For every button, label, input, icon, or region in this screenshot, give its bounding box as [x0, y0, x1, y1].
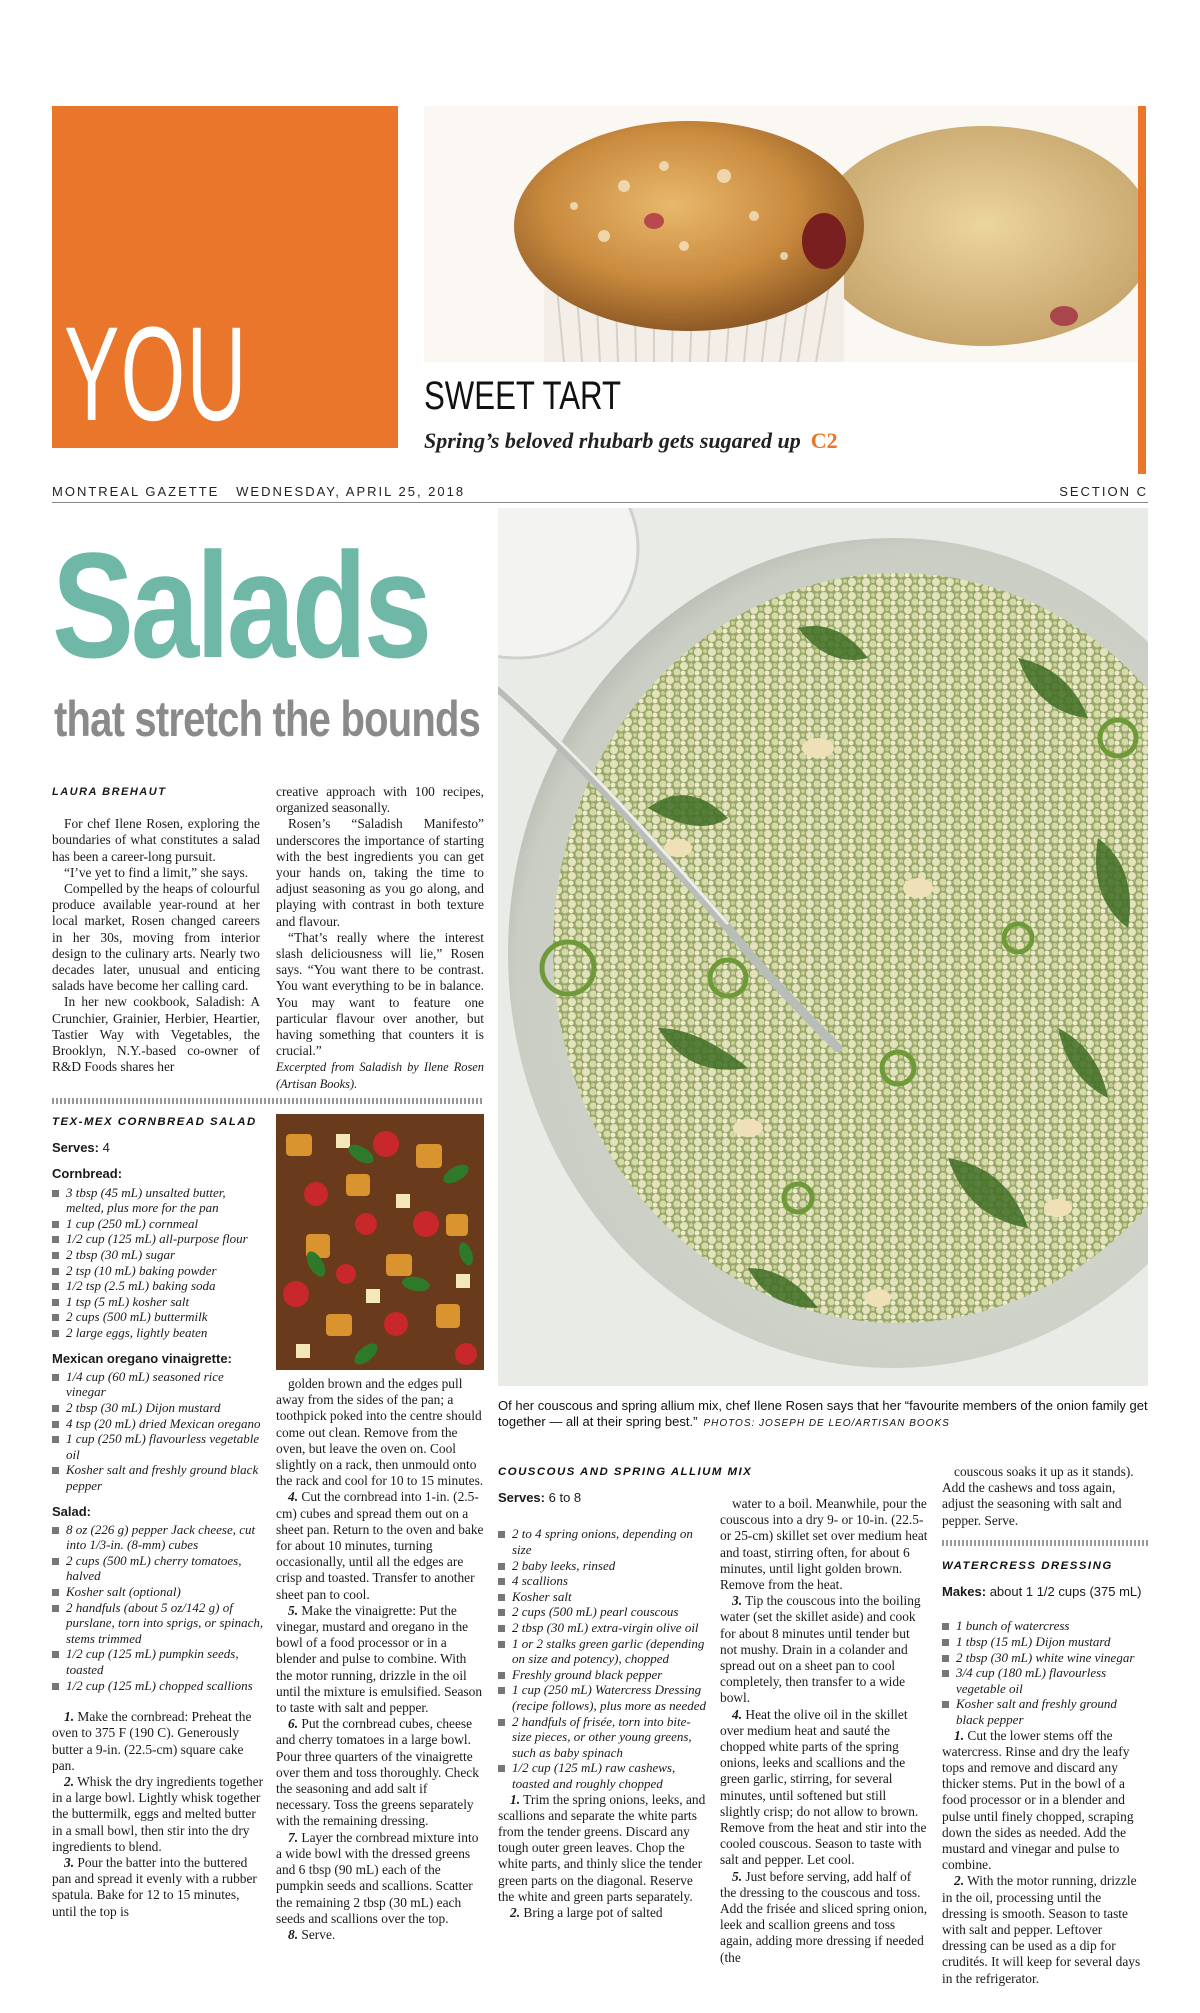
article-paragraph: “That’s really where the interest slash deliciousness will lie,” Rosen says. “You want there to be contrast. You want everything to be in balance. You may want to feature one particular flavour over another, but having something that counters it is crucial.”: [276, 929, 484, 1059]
article-column-1: [52, 784, 260, 1075]
ingredient: 2 cups (500 mL) pearl couscous: [498, 1604, 708, 1620]
cornbread-salad-photo[interactable]: [276, 1114, 484, 1370]
step-number: 4.: [288, 1489, 299, 1505]
recipe-title: COUSCOUS AND SPRING ALLIUM MIX: [498, 1466, 753, 1478]
step-number: 7.: [288, 1829, 299, 1845]
step-text: Cut the lower stems off the watercress. Rinse and dry the leafy tops and remove and discard any thicker stems. Put in the bowl of a food processor or in a blender and pulse until finely chopped, scraping down the sides as needed. Add the mustard and vinegar and pulse to combine.: [942, 1727, 1134, 1873]
step-text: Make the vinaigrette: Put the vinegar, mustard and oregano in the bowl of a food processor or in a blender and pulse to combine. With the motor running, drizzle in the oil until the mixture is emulsified. Season to taste with salt and pepper.: [276, 1602, 483, 1716]
makes-label: Makes:: [942, 1584, 987, 1600]
serves-line: [52, 1140, 264, 1156]
ingredient: 1/2 cup (125 mL) pumpkin seeds, toasted: [52, 1646, 264, 1677]
ingredient: Kosher salt (optional): [52, 1584, 264, 1600]
step-number: 3.: [732, 1593, 743, 1609]
ingredient: 4 tsp (20 mL) dried Mexican oregano: [52, 1416, 264, 1432]
section-divider: [942, 1540, 1148, 1546]
couscous-salad-photo[interactable]: [498, 508, 1148, 1386]
recipe-couscous-column-3: [942, 1464, 1148, 1529]
ingredient-list: [498, 1526, 708, 1791]
ingredient: 1 cup (250 mL) Watercress Dressing (recipe follows), plus more as needed: [498, 1682, 708, 1713]
section-label: SECTION C: [1059, 484, 1148, 499]
ingredient: 2 cups (500 mL) cherry tomatoes, halved: [52, 1553, 264, 1584]
ingredient: 1/2 cup (125 mL) chopped scallions: [52, 1678, 264, 1694]
section-title: YOU: [64, 300, 248, 449]
step-text: Tip the couscous into the boiling water (set the skillet aside) and cook for about 8 minutes until tender but not mushy. Drain in a colander and spread out on a sheet pan to cool completely, then transfer to a wide bowl.: [720, 1593, 921, 1706]
recipe-step: [276, 1927, 484, 1943]
step-number: 8.: [288, 1926, 299, 1942]
recipe-step-continued: couscous soaks it up as it stands). Add the cashews and toss again, adjust the seasoning with salt and pepper. Serve.: [942, 1464, 1134, 1528]
recipe-step: [52, 1774, 264, 1855]
ingredient-list: [52, 1369, 264, 1494]
ingredient: 2 handfuls of frisée, torn into bite-size pieces, or other young greens, such as baby spinach: [498, 1714, 708, 1761]
headline: [52, 521, 492, 760]
caption-text: Of her couscous and spring allium mix, chef Ilene Rosen says that her “favourite members of the onion family get together — all at their spring best.”: [498, 1398, 1148, 1429]
ingredient: 2 large eggs, lightly beaten: [52, 1325, 264, 1341]
ingredient: 2 cups (500 mL) buttermilk: [52, 1309, 264, 1325]
step-text: Trim the spring onions, leeks, and scallions and separate the white parts from the tender greens. Discard any tough outer green leaves. Chop the white parts, and thinly slice the tender green parts on the diagonal. Reserve the white and green parts separately.: [498, 1791, 706, 1904]
recipe-step: [942, 1873, 1148, 1986]
ingredient: 3/4 cup (180 mL) flavourless vegetable oil: [942, 1665, 1148, 1696]
article-paragraph: For chef Ilene Rosen, exploring the boundaries of what constitutes a salad has been a career-long pursuit.: [52, 816, 260, 864]
recipe-step: [52, 1709, 264, 1774]
step-text: With the motor running, drizzle in the oil, processing until the dressing is smooth. Season to taste with salt and pepper. Leftover dressing can be used as a dip for crudités. It will keep for several days in the refrigerator.: [942, 1873, 1141, 1986]
ingredient: 8 oz (226 g) pepper Jack cheese, cut into 1/3-in. (8-mm) cubes: [52, 1522, 264, 1553]
ingredient: 2 tbsp (30 mL) sugar: [52, 1247, 264, 1263]
byline: LAURA BREHAUT: [52, 786, 167, 798]
article-paragraph: creative approach with 100 recipes, organized seasonally.: [276, 784, 484, 816]
serves-value: 4: [102, 1140, 110, 1156]
recipe-step: [720, 1707, 928, 1869]
ingredient: 2 tbsp (30 mL) extra-virgin olive oil: [498, 1620, 708, 1636]
recipe-couscous-column-2: [720, 1496, 928, 1966]
muffin-promo-image[interactable]: [424, 106, 1138, 362]
ingredient: 2 baby leeks, rinsed: [498, 1558, 708, 1574]
excerpt-note: Excerpted from Saladish by Ilene Rosen (Artisan Books).: [276, 1060, 484, 1091]
publication-date: MONTREAL GAZETTE WEDNESDAY, APRIL 25, 2018: [52, 484, 466, 499]
step-text: Serve.: [301, 1926, 336, 1942]
step-number: 2.: [954, 1873, 965, 1889]
ingredient: 1 tbsp (15 mL) Dijon mustard: [942, 1634, 1148, 1650]
ingredient: Kosher salt and freshly ground black pepper: [942, 1696, 1148, 1727]
section-divider: [52, 1098, 484, 1104]
recipe-step: [498, 1792, 708, 1905]
step-text: Make the cornbread: Preheat the oven to 375 F (190 C). Generously butter a 9-in. (22.5-cm) square cake pan.: [52, 1709, 252, 1773]
ingredient: 2 tsp (10 mL) baking powder: [52, 1263, 264, 1279]
serves-line: [498, 1490, 708, 1506]
ingredient: 1 cup (250 mL) flavourless vegetable oil: [52, 1431, 264, 1462]
ingredient: 1/2 cup (125 mL) raw cashews, toasted and roughly chopped: [498, 1760, 708, 1791]
promo-accent-bar: [1138, 106, 1146, 474]
ingredient: 1 tsp (5 mL) kosher salt: [52, 1294, 264, 1310]
ingredient-list: [52, 1185, 264, 1341]
step-number: 5.: [732, 1868, 743, 1884]
recipe-step: [52, 1855, 264, 1920]
ingredient: Kosher salt: [498, 1589, 708, 1605]
serves-value: 6 to 8: [548, 1490, 582, 1506]
recipe-step: [276, 1603, 484, 1716]
recipe-step: [276, 1716, 484, 1829]
step-number: 1.: [954, 1727, 965, 1743]
ingredient: 1/4 cup (60 mL) seasoned rice vinegar: [52, 1369, 264, 1400]
step-text: Pour the batter into the buttered pan and spread it evenly with a rubber spatula. Bake for 12 to 15 minutes, until the top is: [52, 1855, 257, 1919]
recipe-step: [720, 1593, 928, 1706]
article-paragraph: “I’ve yet to find a limit,” she says.: [64, 864, 249, 880]
ingredient: Freshly ground black pepper: [498, 1667, 708, 1683]
ingredient: 2 to 4 spring onions, depending on size: [498, 1526, 708, 1557]
makes-value: about 1 1/2 cups (375 mL): [989, 1584, 1142, 1600]
photo-caption: [498, 1398, 1148, 1432]
step-number: 2.: [510, 1904, 521, 1920]
step-number: 2.: [64, 1774, 75, 1790]
headline-sub: that stretch the bounds: [54, 691, 481, 747]
recipe-step-continued: golden brown and the edges pull away from the sides of the pan; a toothpick poked into the centre should come out clean. Remove from the oven, but leave the oven on. Cool slightly on a rack, then unmould onto the rack and cool for 10 to 15 minutes.: [276, 1376, 484, 1489]
step-number: 4.: [732, 1706, 743, 1722]
step-text: Bring a large pot of salted: [523, 1904, 663, 1920]
recipe-couscous-column-1: [498, 1464, 753, 1921]
recipe-cornbread-column-1: [52, 1114, 264, 1920]
ingredient: 1 cup (250 mL) cornmeal: [52, 1216, 264, 1232]
recipe-step: [942, 1728, 1148, 1874]
ingredient: 3 tbsp (45 mL) unsalted butter, melted, plus more for the pan: [52, 1185, 264, 1216]
promo-title: SWEET TART: [424, 374, 622, 418]
step-number: 1.: [510, 1791, 521, 1807]
ingredient: 2 tbsp (30 mL) Dijon mustard: [52, 1400, 264, 1416]
article-column-2: [276, 784, 484, 1092]
step-text: Whisk the dry ingredients together in a large bowl. Lightly whisk together the buttermilk, eggs and melted butter in a small bowl, then stir into the dry ingredients to blend.: [52, 1774, 264, 1854]
ingredient-list: [52, 1522, 264, 1694]
serves-label: Serves:: [52, 1140, 99, 1156]
step-text: Layer the cornbread mixture into a wide bowl with the dressed greens and 6 tbsp (90 mL) each of the pumpkin seeds and scallions. Scatter the remaining 2 tbsp (30 mL) each seeds and scallions over the top.: [276, 1829, 479, 1926]
ingredient: 1/2 tsp (2.5 mL) baking soda: [52, 1278, 264, 1294]
ingredient-list: [942, 1618, 1148, 1727]
step-text: Put the cornbread cubes, cheese and cherry tomatoes in a large bowl. Pour three quarters of the vinaigrette over them and toss thoroughly. Check the seasoning and add salt if necessary. Toss the greens separately with the remaining dressing.: [276, 1716, 479, 1829]
step-text: Cut the cornbread into 1-in. (2.5-cm) cubes and spread them out on a sheet pan. Return to the oven and bake for about 10 minutes, turning occasionally, until all the edges are crisp and toasted. Transfer to another sheet pan to cool.: [276, 1489, 484, 1602]
ingredient: 2 tbsp (30 mL) white wine vinegar: [942, 1650, 1148, 1666]
ingredient: 1 bunch of watercress: [942, 1618, 1148, 1634]
recipe-step: [498, 1905, 708, 1921]
recipe-step-continued: water to a boil. Meanwhile, pour the couscous into a dry 9- or 10-in. (22.5- or 25-cm) skillet set over medium heat and toast, stirring often, for about 6 minutes, until light golden brown. Remove from the heat.: [720, 1496, 928, 1593]
step-text: Heat the olive oil in the skillet over medium heat and sauté the chopped white parts of the spring onions, leeks and scallions and the green garlic, stirring, for several minutes, until softened but still slightly crisp; do not allow to brown. Remove from the heat and stir into the cooled couscous. Season to taste with salt and pepper. Let cool.: [720, 1706, 927, 1868]
makes-line: [942, 1584, 1148, 1600]
step-number: 3.: [64, 1855, 75, 1871]
headline-main: Salads: [52, 521, 429, 689]
section-flag: [52, 106, 398, 448]
ingredient-group-title: Cornbread:: [52, 1166, 123, 1182]
recipe-step: [720, 1869, 928, 1966]
promo-subtitle-text: Spring’s beloved rhubarb gets sugared up: [424, 428, 801, 453]
recipe-title: TEX-MEX CORNBREAD SALAD: [52, 1116, 257, 1128]
recipe-step: [276, 1830, 484, 1927]
step-number: 5.: [288, 1602, 299, 1618]
step-text: Just before serving, add half of the dressing to the couscous and toss. Add the frisée and sliced spring onion, leek and scallion greens and toss again, adding more dressing if needed (the: [720, 1868, 928, 1965]
recipe-cornbread-column-2: [276, 1376, 484, 1943]
article-paragraph: In her new cookbook, Saladish: A Crunchier, Grainier, Herbier, Heartier, Tastier Way with Vegetables, the Brooklyn, N.Y.-based co-owner of R&D Foods shares her: [52, 994, 260, 1075]
ingredient: 1 or 2 stalks green garlic (depending on size and potency), chopped: [498, 1636, 708, 1667]
ingredient: 1/2 cup (125 mL) all-purpose flour: [52, 1231, 264, 1247]
recipe-watercress-column: [942, 1558, 1148, 1987]
photo-credit: PHOTOS: JOSEPH DE LEO/ARTISAN BOOKS: [703, 1418, 950, 1429]
step-number: 6.: [288, 1716, 299, 1732]
ingredient: 2 handfuls (about 5 oz/142 g) of purslane, torn into sprigs, or spinach, stems trimmed: [52, 1600, 264, 1647]
dateline: [52, 482, 1148, 503]
article-paragraph: Rosen’s “Saladish Manifesto” underscores the importance of starting with the best ingredients you can get your hands on, taking the time to adjust seasoning as you go along, and playing with contrast in both texture and flavour.: [276, 816, 484, 929]
recipe-step: [276, 1489, 484, 1602]
promo-teaser[interactable]: [424, 362, 1138, 472]
ingredient: Kosher salt and freshly ground black pepper: [52, 1462, 264, 1493]
ingredient-group-title: Mexican oregano vinaigrette:: [52, 1350, 232, 1366]
promo-page-ref[interactable]: C2: [810, 428, 838, 453]
ingredient-group-title: Salad:: [52, 1503, 92, 1519]
article-paragraph: Compelled by the heaps of colourful produce available year-round at her local market, Rosen changed careers in her 30s, moving from interior design to the culinary arts. Nearly two decades later, unusual and enticing salads have become her calling card.: [52, 881, 260, 994]
promo-subtitle: [424, 428, 838, 454]
serves-label: Serves:: [498, 1490, 545, 1506]
recipe-title: WATERCRESS DRESSING: [942, 1560, 1113, 1572]
step-number: 1.: [64, 1709, 75, 1725]
ingredient: 4 scallions: [498, 1573, 708, 1589]
